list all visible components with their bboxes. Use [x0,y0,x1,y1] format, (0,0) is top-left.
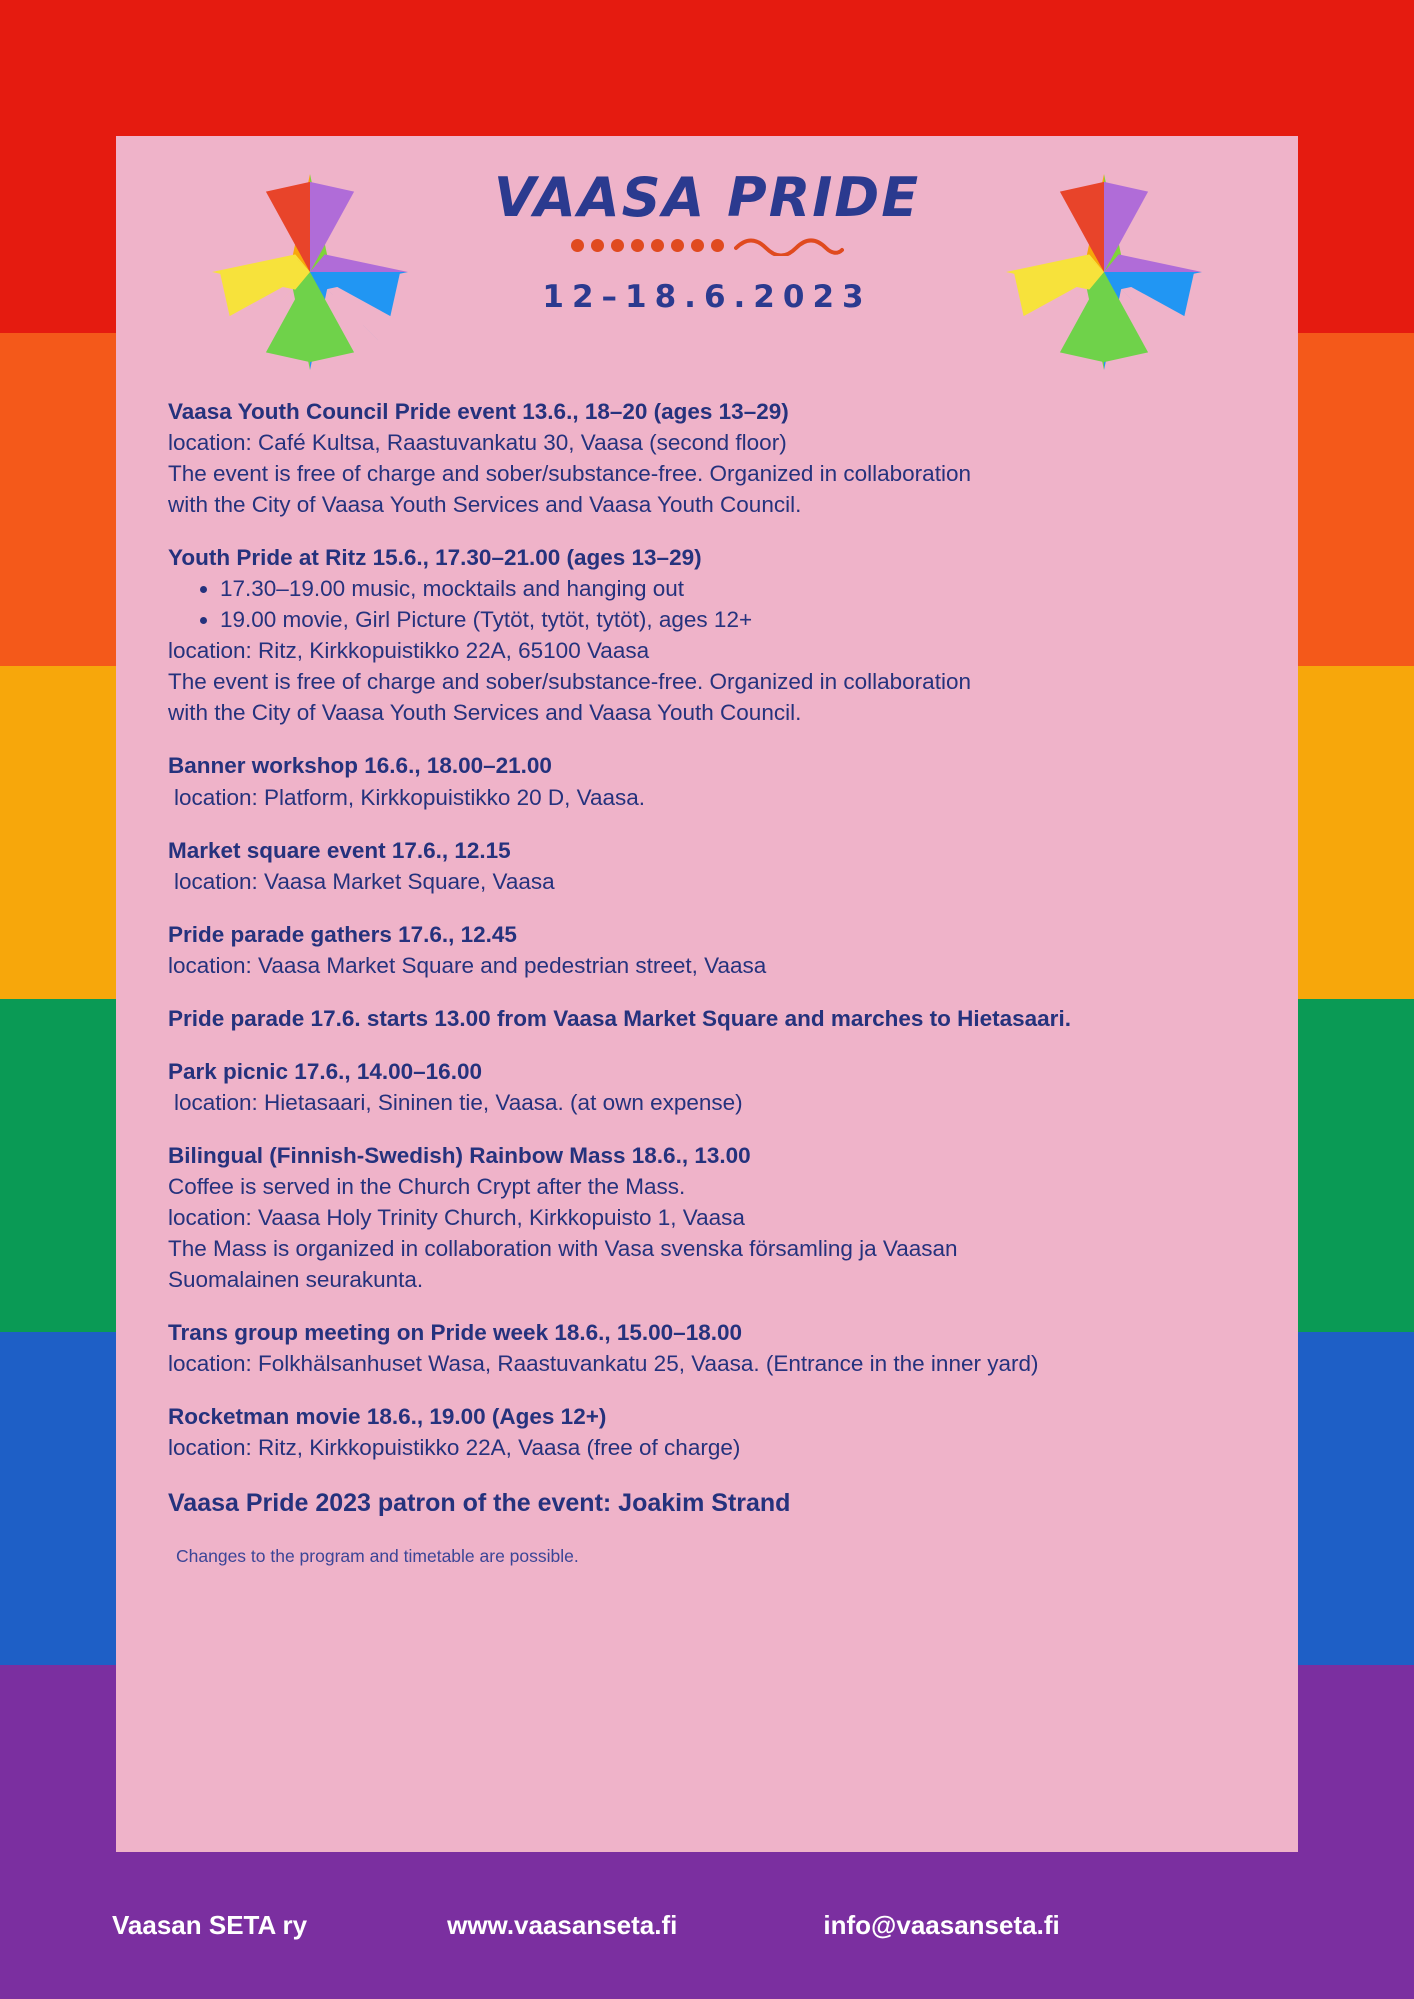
footer-website[interactable]: www.vaasanseta.fi [447,1910,678,1940]
footer-organization: Vaasan SETA ry [112,1910,308,1940]
event-detail: The event is free of charge and sober/substance-free. Organized in collaboration [168,461,971,487]
title-block [116,166,1298,315]
event-date: 12–18.6.2023 [542,278,872,315]
program-note: Changes to the program and timetable are possible. [176,1546,579,1567]
event-detail: The event is free of charge and sober/substance-free. Organized in collaboration [168,669,971,695]
event-title: Pride parade gathers 17.6., 12.45 [168,921,517,947]
poster-card [116,136,1298,1852]
list-item: • 17.30–19.00 music, mocktails and hanging out [220,573,1246,604]
event-block [168,1401,1246,1463]
event-detail: Coffee is served in the Church Crypt after the Mass. [168,1173,686,1199]
event-location: location: Folkhälsanhuset Wasa, Raastuvankatu 25, Vaasa. (Entrance in the inner yard) [168,1351,1039,1377]
event-location: location: Vaasa Holy Trinity Church, Kirkkopuisto 1, Vaasa [168,1204,745,1230]
event-block [168,1140,1246,1295]
event-title: Park picnic 17.6., 14.00–16.00 [168,1058,482,1084]
event-title: Bilingual (Finnish-Swedish) Rainbow Mass 18.6., 13.00 [168,1142,751,1168]
program-list [116,386,1298,1567]
event-location: location: Platform, Kirkkopuistikko 20 D, Vaasa. [174,784,646,810]
event-detail: with the City of Vaasa Youth Services and Vaasa Youth Council. [168,700,802,726]
event-location: location: Vaasa Market Square, Vaasa [174,868,555,894]
event-location: location: Ritz, Kirkkopuistikko 22A, Vaasa (free of charge) [168,1435,741,1461]
poster-header [116,136,1298,386]
event-title: Rocketman movie 18.6., 19.00 (Ages 12+) [168,1404,607,1430]
event-title: Pride parade 17.6. starts 13.00 from Vaasa Market Square and marches to Hietasaari. [168,1005,1071,1031]
event-block [168,835,1246,897]
event-location: location: Café Kultsa, Raastuvankatu 30, Vaasa (second floor) [168,430,787,456]
event-block [168,919,1246,981]
event-block [168,542,1246,728]
event-title: Trans group meeting on Pride week 18.6., 15.00–18.00 [168,1320,743,1346]
event-location: location: Hietasaari, Sininen tie, Vaasa. (at own expense) [174,1089,743,1115]
event-detail: The Mass is organized in collaboration with Vasa svenska församling ja Vaasan [168,1236,958,1262]
event-block [168,1056,1246,1118]
wave-ornament-icon [734,236,844,256]
page-title: VAASA PRIDE [493,166,921,229]
event-detail: Suomalainen seurakunta. [168,1267,424,1293]
footer [0,1852,1414,1999]
list-item: • 19.00 movie, Girl Picture (Tytöt, tytöt, tytöt), ages 12+ [220,604,1246,635]
event-bullet-list [168,573,1246,635]
patron-line: Vaasa Pride 2023 patron of the event: Joakim Strand [168,1489,791,1518]
event-detail: with the City of Vaasa Youth Services and Vaasa Youth Council. [168,492,802,518]
event-title: Market square event 17.6., 12.15 [168,837,511,863]
event-title: Banner workshop 16.6., 18.00–21.00 [168,753,552,779]
event-location: location: Ritz, Kirkkopuistikko 22A, 65100 Vaasa [168,638,650,664]
title-ornament [116,235,1298,257]
event-title: Youth Pride at Ritz 15.6., 17.30–21.00 (ages 13–29) [168,545,702,571]
event-block [168,1317,1246,1379]
event-block [168,750,1246,812]
footer-email[interactable]: info@vaasanseta.fi [823,1910,1060,1940]
event-location: location: Vaasa Market Square and pedestrian street, Vaasa [168,952,767,978]
dots-ornament-icon [571,239,724,252]
event-block [168,1003,1246,1034]
event-block [168,396,1246,520]
event-title: Vaasa Youth Council Pride event 13.6., 18–20 (ages 13–29) [168,399,789,424]
